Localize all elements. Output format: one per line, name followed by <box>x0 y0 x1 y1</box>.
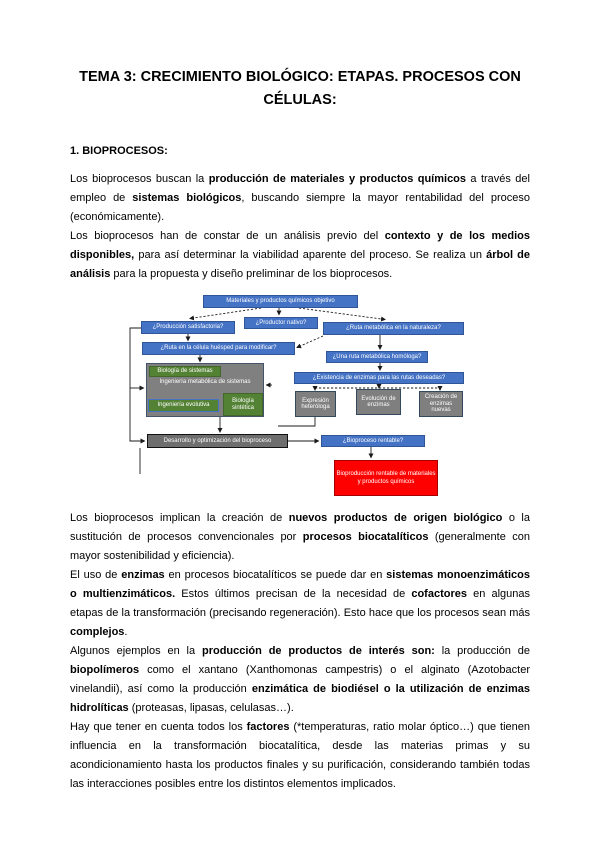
diagram-box-route-in-nature: ¿Ruta metabólica en la naturaleza? <box>323 322 464 335</box>
diagram-box-host-cell-route: ¿Ruta en la célula huésped para modificar? <box>142 342 295 355</box>
paragraph: Algunos ejemplos en la producción de productos de interés son: la producción de biopolímeros como el xantano (Xanthomonas campestris) o el alginato (Azotobacter vinelandii), así como la producción enzimática de biodiésel o la utilización de enzimas hidrolíticas (proteasas, lipasas, celulasas…). <box>70 645 530 714</box>
diagram-box-evolutionary-engineering: Ingeniería evolutiva <box>148 399 219 412</box>
section-heading: 1. BIOPROCESOS: <box>70 145 168 157</box>
bioprocess-decision-tree <box>118 288 488 503</box>
paragraph: Los bioprocesos buscan la producción de materiales y productos químicos a través del empleo de sistemas biológicos, buscando siempre la mayor rentabilidad del proceso (económicamente). <box>70 173 530 223</box>
paragraph: Los bioprocesos implican la creación de nuevos productos de origen biológico o la sustitución de procesos convencionales por procesos biocatalíticos (generalmente con mayor sostenibilidad y eficiencia). <box>70 512 531 562</box>
diagram-label-systems-metabolic-engineering: Ingeniería metabólica de sistemas <box>159 379 251 385</box>
diagram-box-bioprocess-development: Desarrollo y optimización del bioproceso <box>147 434 288 448</box>
body-paragraphs-bottom <box>70 509 530 794</box>
diagram-box-enzyme-evolution: Evolución de enzimas <box>356 389 401 415</box>
paragraph: El uso de enzimas en procesos biocatalíticos se puede dar en sistemas monoenzimáticos o multienzimáticos. Estos últimos precisan de la necesidad de cofactores en algunas etapas de la transformación (precisando regeneración). Esto hace que los procesos sean más complejos. <box>70 569 530 638</box>
diagram-box-systems-biology: Biología de sistemas <box>149 366 221 377</box>
diagram-box-profitable: ¿Bioproceso rentable? <box>321 435 425 447</box>
diagram-box-production-satisfactory: ¿Producción satisfactoria? <box>141 321 235 334</box>
diagram-box-enzymes-exist: ¿Existencia de enzimas para las rutas deseadas? <box>294 372 464 384</box>
diagram-box-metabolic-engineering-group <box>146 363 264 417</box>
diagram-box-enzyme-creation: Creación de enzimas nuevas <box>419 391 463 417</box>
diagram-box-objective: Materiales y productos químicos objetivo <box>203 295 358 308</box>
paragraph: Los bioprocesos han de constar de un análisis previo del contexto y de los medios disponibles, para así determinar la viabilidad aparente del proceso. Se realiza un árbol de análisis para la propuesta y diseño preliminar de los bioprocesos. <box>70 230 530 280</box>
diagram-box-synthetic-biology: Biología sintética <box>223 393 263 416</box>
diagram-box-final-outcome: Bioproducción rentable de materiales y productos químicos <box>334 460 438 496</box>
diagram-box-heterologous-expression: Expresión heteróloga <box>295 391 336 417</box>
page-title: TEMA 3: CRECIMIENTO BIOLÓGICO: ETAPAS. PROCESOS CON CÉLULAS: <box>79 69 521 108</box>
diagram-box-homologous-route: ¿Una ruta metabólica homóloga? <box>326 351 428 363</box>
body-paragraphs-top <box>70 170 530 284</box>
paragraph: Hay que tener en cuenta todos los factores (*temperaturas, ratio molar óptico…) que tienen influencia en la transformación biocatalítica, desde las materias primas y su acondicionamiento hasta los productos finales y su purificación, considerando también todas las interacciones posibles entre los distintos elementos implicados. <box>70 721 530 790</box>
diagram-box-native-producer: ¿Productor nativo? <box>244 317 318 329</box>
